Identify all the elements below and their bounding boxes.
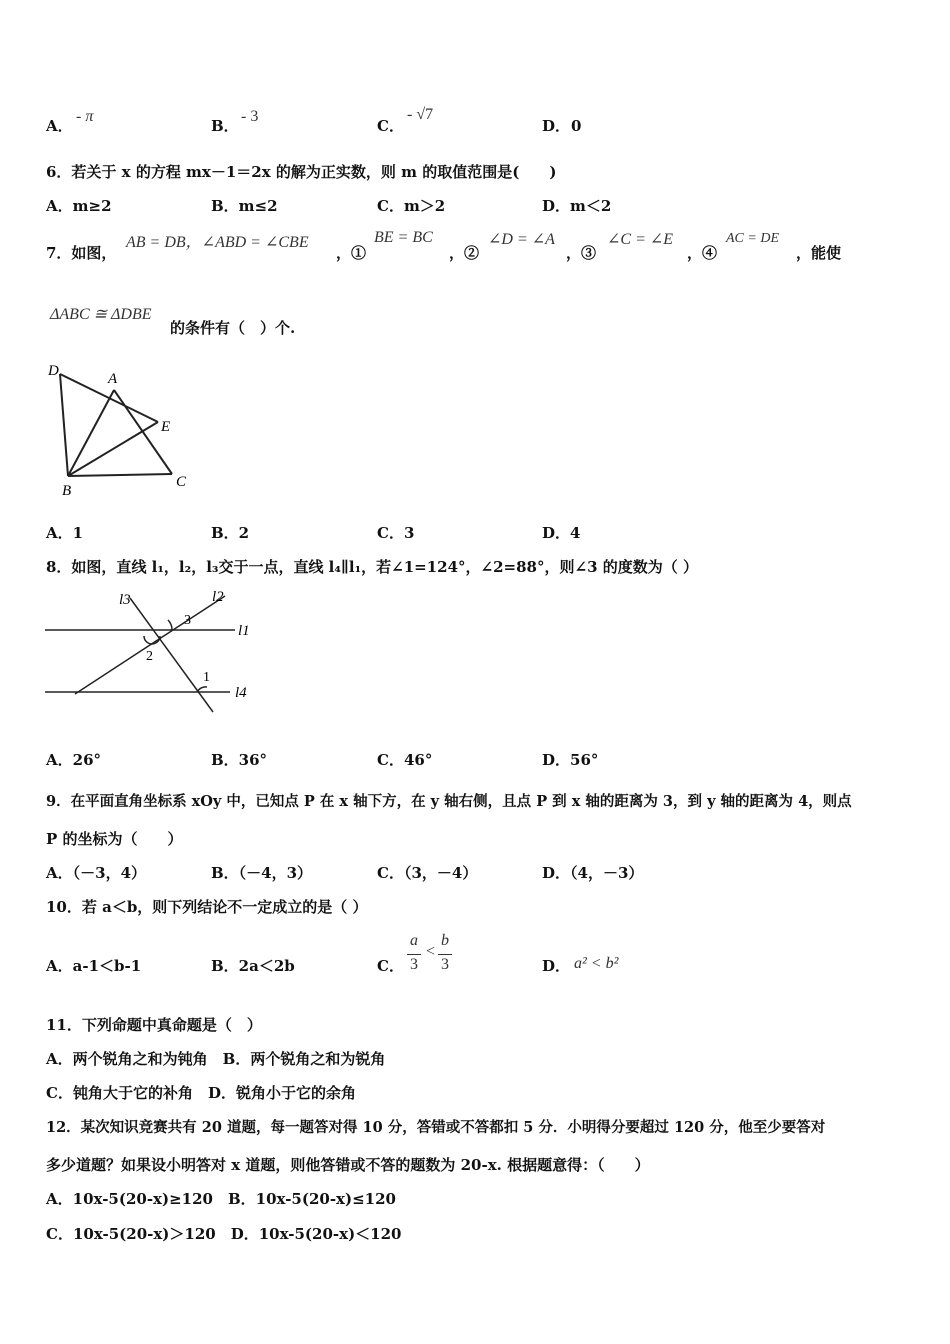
q7-option-b: B．2 — [211, 524, 250, 542]
label-b: B — [62, 483, 72, 498]
label-angle-3: 3 — [184, 613, 191, 628]
label-a: A — [108, 371, 118, 387]
q7-condition-1: BE = BC — [374, 229, 433, 246]
q7-condition-4: AC = DE — [726, 231, 779, 246]
label-l1: l1 — [238, 623, 250, 639]
q7-stem-end: ，能使 — [796, 244, 842, 262]
q9-option-d: D．（4，－3） — [542, 864, 644, 882]
q9-option-c: C．（3，－4） — [377, 864, 478, 882]
q5-option-d-value: 0 — [571, 117, 582, 135]
label-c: C — [176, 474, 187, 490]
q10-option-d-math: a² < b² — [574, 955, 619, 972]
frac-less-than: < — [426, 943, 436, 960]
q9-stem-line2: P 的坐标为（ ） — [46, 830, 183, 848]
q7-congruence: ΔABC ≅ ΔDBE — [50, 306, 152, 323]
q6-option-b: B．m≤2 — [211, 197, 278, 215]
q11-row2: C．钝角大于它的补角 D．锐角小于它的余角 — [46, 1084, 356, 1102]
q7-sep3: ，③ — [566, 244, 597, 262]
q5-option-b-math: - 3 — [241, 108, 259, 125]
q5-option-c-label: C． — [377, 117, 404, 135]
q7-stem-tail: 的条件有（ ）个. — [170, 319, 296, 337]
q8-option-c: C．46° — [377, 751, 433, 769]
q6-option-c: C．m＞2 — [377, 197, 446, 215]
frac-a-denominator: 3 — [410, 956, 418, 973]
q5-option-a-label: A． — [46, 117, 73, 135]
frac-a-numerator: a — [410, 932, 418, 949]
q8-stem: 8．如图，直线 l₁，l₂，l₃交于一点，直线 l₄∥l₁，若∠1=124°，∠2=88°，则∠3 的度数为（ ） — [46, 558, 698, 576]
q7-condition-2: ∠D = ∠A — [488, 231, 555, 248]
q7-option-a: A．1 — [46, 524, 84, 542]
label-e: E — [161, 419, 171, 435]
frac-b-denominator: 3 — [441, 956, 449, 973]
q7-option-d: D．4 — [542, 524, 581, 542]
q9-stem-line1: 9．在平面直角坐标系 xOy 中，已知点 P 在 x 轴下方，在 y 轴右侧，且点 P 到 x 轴的距离为 3，到 y 轴的距离为 4，则点 — [46, 793, 852, 810]
q12-stem-line2: 多少道题？如果设小明答对 x 道题，则他答错或不答的题数为 20-x. 根据题意得：（ ） — [46, 1156, 650, 1174]
label-l3: l3 — [119, 592, 131, 608]
q9-option-b: B．（－4，3） — [211, 864, 313, 882]
label-l2: l2 — [212, 589, 224, 605]
label-d: D — [48, 363, 59, 379]
q10-option-c-label: C． — [377, 957, 404, 975]
q8-lines-figure — [40, 584, 260, 719]
q11-row1: A．两个锐角之和为钝角 B．两个锐角之和为锐角 — [46, 1050, 386, 1068]
q7-condition-3: ∠C = ∠E — [607, 231, 674, 248]
q7-triangle-figure — [40, 358, 200, 498]
q8-option-a: A．26° — [46, 751, 102, 769]
q8-option-d: D．56° — [542, 751, 599, 769]
q7-given: AB = DB，∠ABD = ∠CBE — [126, 234, 309, 251]
q6-option-d: D．m＜2 — [542, 197, 612, 215]
frac-b-numerator: b — [441, 932, 449, 949]
label-l4: l4 — [235, 685, 247, 701]
q5-option-a-math: - π — [76, 108, 94, 125]
q6-stem: 6．若关于 x 的方程 mx－1＝2x 的解为正实数，则 m 的取值范围是( ) — [46, 163, 557, 181]
q7-sep1: ，① — [336, 244, 367, 262]
q5-option-b-label: B． — [211, 117, 239, 135]
q10-stem: 10．若 a＜b，则下列结论不一定成立的是（ ） — [46, 898, 368, 916]
q5-option-d-label: D． — [542, 117, 571, 135]
q10-option-a: A．a-1＜b-1 — [46, 957, 142, 975]
q12-stem-line1: 12．某次知识竞赛共有 20 道题，每一题答对得 10 分，答错或不答都扣 5 分．小明得分要超过 120 分，他至少要答对 — [46, 1119, 826, 1136]
q7-option-c: C．3 — [377, 524, 415, 542]
q8-option-b: B．36° — [211, 751, 268, 769]
q12-row2: C．10x-5(20-x)＞120 D．10x-5(20-x)＜120 — [46, 1225, 402, 1243]
label-angle-2: 2 — [146, 649, 153, 664]
q5-option-c-math: - √7 — [407, 106, 434, 123]
q7-sep4: ，④ — [687, 244, 718, 262]
q11-stem: 11．下列命题中真命题是（ ） — [46, 1016, 262, 1034]
q12-row1: A．10x-5(20-x)≥120 B．10x-5(20-x)≤120 — [46, 1190, 396, 1208]
q7-sep2: ，② — [449, 244, 480, 262]
q9-option-a: A．（－3，4） — [46, 864, 147, 882]
q10-option-d-label: D． — [542, 957, 571, 975]
label-angle-1: 1 — [203, 670, 210, 685]
q10-option-b: B．2a＜2b — [211, 957, 295, 975]
q6-option-a: A．m≥2 — [46, 197, 112, 215]
q7-stem-start: 7．如图， — [46, 244, 117, 262]
